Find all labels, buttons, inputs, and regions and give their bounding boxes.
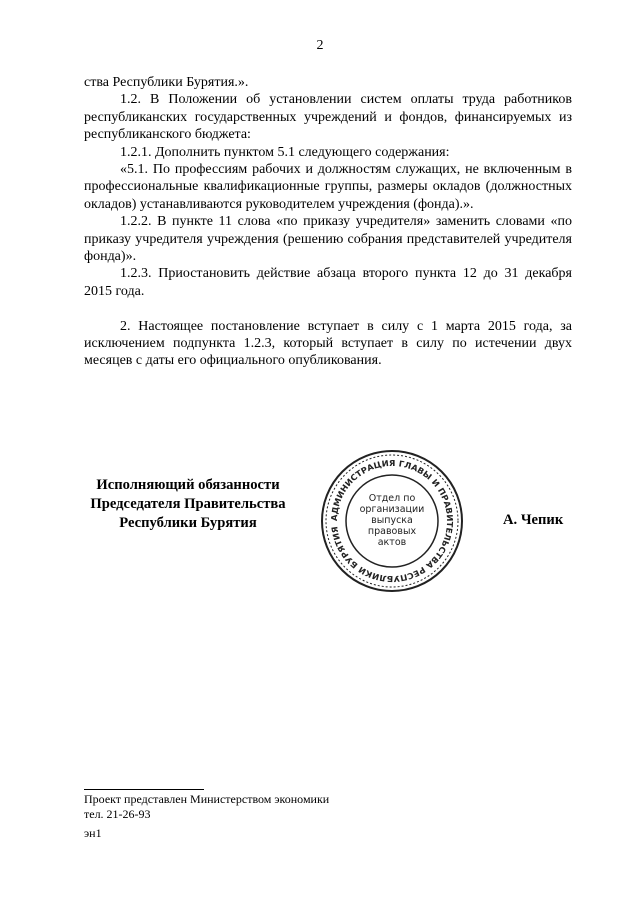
footnote bbox=[84, 792, 329, 822]
stamp-line1: Отдел по bbox=[368, 493, 416, 504]
stamp-line4: правовых bbox=[367, 526, 417, 537]
footnote-line2: тел. 21-26-93 bbox=[84, 807, 151, 821]
signatory-title-line1: Исполняющий обязанности bbox=[96, 477, 280, 493]
official-stamp bbox=[317, 446, 467, 596]
signatory-name: А. Чепик bbox=[503, 512, 564, 528]
stamp-line2: организации bbox=[359, 504, 425, 515]
signatory-title-line2: Председателя Правительства bbox=[90, 496, 286, 512]
footnote-divider bbox=[84, 789, 204, 790]
paragraph-1-2-2: 1.2.2. В пункте 11 слова «по приказу учредителя» заменить словами «по приказу учредителя учреждения (решению собрания представителей учредителя фонда)». bbox=[84, 214, 572, 265]
stamp-line3: выпуска bbox=[371, 515, 413, 526]
stamp-ring-text: АДМИНИСТРАЦИЯ ГЛАВЫ И ПРАВИТЕЛЬСТВА РЕСПУБЛИКИ БУРЯТИЯ bbox=[328, 457, 456, 585]
paragraph-1-2: 1.2. В Положении об установлении систем оплаты труда работников республиканских государственных учреждений и фондов, финансируемых из республиканского бюджета: bbox=[84, 92, 572, 143]
signatory-title-line3: Республики Бурятия bbox=[119, 515, 257, 531]
paragraph-2: 2. Настоящее постановление вступает в силу с 1 марта 2015 года, за исключением подпункта 1.2.3, который вступает в силу по истечении двух месяцев с даты его официального опубликования. bbox=[84, 318, 572, 369]
signatory-title bbox=[80, 476, 296, 533]
paragraph-5-1-quote: «5.1. По профессиям рабочих и должностям служащих, не включенным в профессиональные квалификационные группы, размеры окладов (должностных окладов) устанавливаются руководителем учреждения (фонда).». bbox=[84, 162, 572, 212]
page-number: 2 bbox=[316, 38, 324, 53]
paragraph-1-2-1: 1.2.1. Дополнить пунктом 5.1 следующего содержания: bbox=[120, 144, 450, 160]
paragraph-continuation: ства Республики Бурятия.». bbox=[84, 75, 249, 90]
footnote-line1: Проект представлен Министерством экономики bbox=[84, 792, 330, 806]
document-code: эн1 bbox=[84, 826, 102, 840]
stamp-line5: актов bbox=[377, 537, 407, 548]
paragraph-1-2-3: 1.2.3. Приостановить действие абзаца второго пункта 12 до 31 декабря 2015 года. bbox=[84, 266, 572, 299]
document-body bbox=[84, 74, 572, 370]
